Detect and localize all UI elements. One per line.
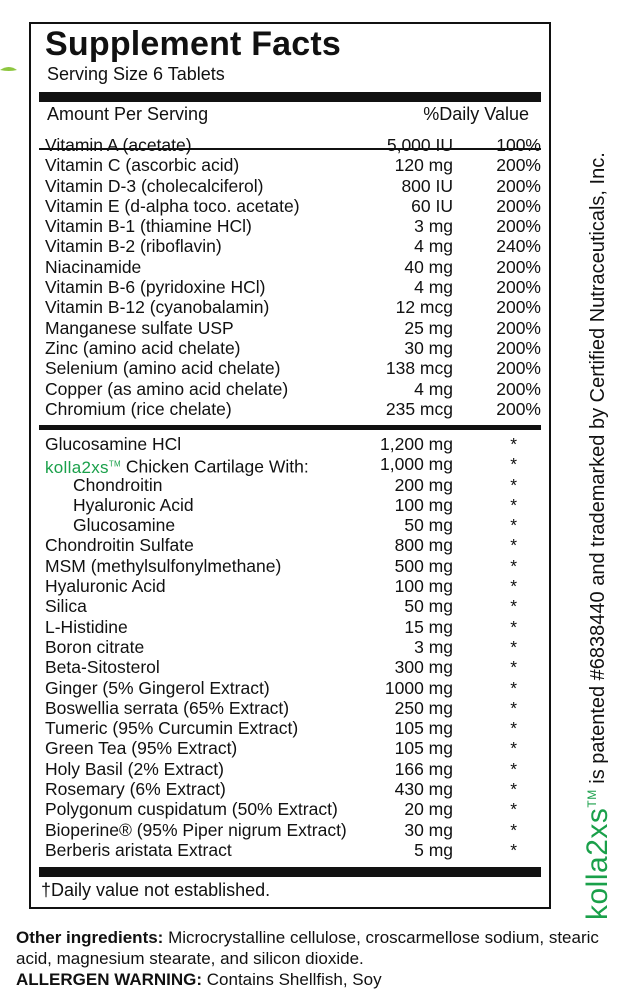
vitamin-daily-value: 200% <box>496 317 541 338</box>
ingredient-amount: 50 mg <box>404 596 453 617</box>
vitamin-daily-value: 240% <box>496 236 541 257</box>
vitamin-row <box>45 297 541 317</box>
vitamin-daily-value: 200% <box>496 297 541 318</box>
ingredient-daily-value: * <box>510 535 517 556</box>
ingredient-name: Beta-Sitosterol <box>45 657 160 678</box>
ingredient-name: Tumeric (95% Curcumin Extract) <box>45 718 299 739</box>
vitamin-amount: 800 IU <box>401 175 453 196</box>
ingredient-amount: 166 mg <box>394 758 453 779</box>
patent-text: is patented #6838440 and trademarked by Certified Nutraceuticals, Inc. <box>587 152 609 790</box>
daily-value-header: %Daily Value <box>423 104 529 124</box>
ingredient-daily-value: * <box>510 616 517 637</box>
other-ingredients-text: Microcrystalline cellulose, croscarmellose sodium, stearic acid, magnesium stearate, and silicon dioxide. <box>16 928 599 968</box>
ingredient-amount: 200 mg <box>394 474 453 495</box>
ingredient-row <box>45 779 541 799</box>
divider-medium <box>39 425 541 430</box>
ingredient-daily-value: * <box>510 434 517 454</box>
vitamin-name: Vitamin B-6 (pyridoxine HCl) <box>45 277 266 298</box>
ingredient-daily-value: * <box>510 494 517 515</box>
allergen-label: ALLERGEN WARNING: <box>16 970 203 989</box>
ingredient-row <box>45 637 541 657</box>
ingredient-name: Berberis aristata Extract <box>45 839 232 860</box>
vitamin-amount: 120 mg <box>394 155 453 176</box>
vitamin-daily-value: 200% <box>496 277 541 298</box>
amount-per-serving-header: Amount Per Serving <box>47 104 209 124</box>
ingredient-amount: 1000 mg <box>384 677 453 698</box>
vitamin-amount: 5,000 IU <box>386 135 453 155</box>
vitamin-amount: 3 mg <box>414 216 453 237</box>
vitamin-daily-value: 200% <box>496 256 541 277</box>
vitamin-row <box>45 338 541 358</box>
vitamin-amount: 4 mg <box>414 236 453 257</box>
ingredient-name: MSM (methylsulfonylmethane) <box>45 555 282 576</box>
vitamin-amount: 4 mg <box>414 277 453 298</box>
ingredient-row <box>45 718 541 738</box>
ingredient-amount: 15 mg <box>404 616 453 637</box>
vitamin-row <box>45 196 541 216</box>
ingredient-amount: 30 mg <box>404 819 453 840</box>
ingredient-name: Silica <box>45 596 87 617</box>
vitamin-amount: 30 mg <box>404 337 453 358</box>
ingredient-row <box>45 596 541 616</box>
ingredient-row <box>45 434 541 454</box>
ingredient-row <box>45 535 541 555</box>
vitamin-name: Manganese sulfate USP <box>45 317 234 338</box>
vitamin-row <box>45 277 541 297</box>
ingredient-row <box>45 698 541 718</box>
ingredient-name: L-Histidine <box>45 616 128 637</box>
ingredient-row <box>45 738 541 758</box>
ingredient-amount: 300 mg <box>394 657 453 678</box>
ingredient-name: kolla2xs™ Chicken Cartilage With: <box>45 456 309 477</box>
serving-size: Serving Size 6 Tablets <box>47 64 225 84</box>
vitamin-name: Vitamin E (d-alpha toco. acetate) <box>45 195 300 216</box>
vitamin-name: Selenium (amino acid chelate) <box>45 358 281 379</box>
ingredient-row <box>45 475 541 495</box>
ingredient-daily-value: * <box>510 515 517 536</box>
ingredient-row <box>45 617 541 637</box>
brand-logo-inline: kolla2xs™ <box>45 457 121 477</box>
ingredient-row <box>45 556 541 576</box>
vitamin-name: Vitamin B-12 (cyanobalamin) <box>45 297 270 318</box>
vitamin-amount: 138 mcg <box>385 358 453 379</box>
ingredient-name: Ginger (5% Gingerol Extract) <box>45 677 270 698</box>
vitamin-row <box>45 318 541 338</box>
vitamin-daily-value: 200% <box>496 378 541 399</box>
ingredient-daily-value: * <box>510 474 517 495</box>
ingredient-row <box>45 799 541 819</box>
ingredient-daily-value: * <box>510 657 517 678</box>
ingredient-name: Green Tea (95% Extract) <box>45 738 238 759</box>
vitamin-name: Vitamin A (acetate) <box>45 135 192 155</box>
ingredient-name: Boron citrate <box>45 636 145 657</box>
vitamin-name: Vitamin C (ascorbic acid) <box>45 155 240 176</box>
vitamin-name: Vitamin D-3 (cholecalciferol) <box>45 175 264 196</box>
ingredient-row <box>45 576 541 596</box>
ingredient-row <box>45 678 541 698</box>
ingredient-amount: 5 mg <box>414 839 453 860</box>
footnote: †Daily value not established. <box>41 880 271 900</box>
ingredient-row <box>45 657 541 677</box>
vitamin-row <box>45 216 541 236</box>
other-ingredients-label: Other ingredients: <box>16 928 164 947</box>
allergen-text: Contains Shellfish, Soy <box>202 970 382 989</box>
ingredient-row <box>45 454 541 477</box>
vitamin-name: Chromium (rice chelate) <box>45 398 232 419</box>
ingredient-daily-value: * <box>510 738 517 759</box>
ingredient-row <box>45 840 541 860</box>
vitamin-daily-value: 200% <box>496 337 541 358</box>
ingredient-daily-value: * <box>510 839 517 860</box>
ingredient-amount: 50 mg <box>404 515 453 536</box>
vitamin-row <box>45 257 541 277</box>
ingredient-amount: 20 mg <box>404 799 453 820</box>
vitamin-name: Zinc (amino acid chelate) <box>45 337 241 358</box>
ingredient-amount: 3 mg <box>414 636 453 657</box>
vitamin-amount: 235 mcg <box>385 398 453 419</box>
ingredient-amount: 500 mg <box>394 555 453 576</box>
ingredient-daily-value: * <box>510 758 517 779</box>
ingredient-row <box>45 759 541 779</box>
vitamin-daily-value: 200% <box>496 358 541 379</box>
ingredient-name: Chondroitin <box>73 474 163 495</box>
divider-thick <box>39 92 541 102</box>
vitamin-name: Niacinamide <box>45 256 142 277</box>
ingredient-amount: 105 mg <box>394 718 453 739</box>
ingredient-name: Glucosamine <box>73 515 176 536</box>
divider-thick-bottom <box>39 867 541 877</box>
vitamin-row <box>45 135 541 155</box>
ingredient-list <box>45 434 541 860</box>
ingredient-daily-value: * <box>510 819 517 840</box>
ingredient-name: Hyaluronic Acid <box>45 576 166 597</box>
ingredient-name: Hyaluronic Acid <box>73 494 194 515</box>
vitamin-name: Vitamin B-1 (thiamine HCl) <box>45 216 252 237</box>
ingredient-row <box>45 495 541 515</box>
vitamin-amount: 4 mg <box>414 378 453 399</box>
ingredient-amount: 1,000 mg <box>380 454 453 475</box>
vitamin-daily-value: 200% <box>496 398 541 419</box>
ingredient-name: Boswellia serrata (65% Extract) <box>45 697 290 718</box>
patent-notice <box>580 152 614 920</box>
ingredient-daily-value: * <box>510 697 517 718</box>
ingredient-daily-value: * <box>510 636 517 657</box>
ingredient-amount: 105 mg <box>394 738 453 759</box>
vitamin-daily-value: 200% <box>496 216 541 237</box>
panel-title: Supplement Facts <box>45 25 342 63</box>
brand-logo-side: kolla2xs™ <box>581 789 614 920</box>
ingredient-row <box>45 515 541 535</box>
vitamin-row <box>45 155 541 175</box>
ingredient-amount: 430 mg <box>394 779 453 800</box>
vitamin-amount: 25 mg <box>404 317 453 338</box>
ingredient-amount: 800 mg <box>394 535 453 556</box>
ingredient-daily-value: * <box>510 596 517 617</box>
leaf-icon <box>0 62 18 78</box>
vitamin-amount: 40 mg <box>404 256 453 277</box>
ingredient-amount: 250 mg <box>394 697 453 718</box>
ingredient-amount: 1,200 mg <box>380 434 453 454</box>
vitamin-daily-value: 200% <box>496 155 541 176</box>
ingredient-name: Glucosamine HCl <box>45 434 182 454</box>
vitamin-name: Vitamin B-2 (riboflavin) <box>45 236 222 257</box>
supplement-facts-panel <box>29 22 551 909</box>
ingredient-name: Holy Basil (2% Extract) <box>45 758 224 779</box>
vitamin-row <box>45 379 541 399</box>
ingredient-name: Bioperine® (95% Piper nigrum Extract) <box>45 819 347 840</box>
vitamin-row <box>45 399 541 419</box>
vitamin-row <box>45 358 541 378</box>
vitamin-daily-value: 200% <box>496 195 541 216</box>
ingredient-name: Polygonum cuspidatum (50% Extract) <box>45 799 338 820</box>
ingredient-name: Rosemary (6% Extract) <box>45 779 226 800</box>
vitamin-daily-value: 100% <box>496 135 541 155</box>
ingredient-daily-value: * <box>510 576 517 597</box>
ingredient-daily-value: * <box>510 799 517 820</box>
vitamin-amount: 60 IU <box>411 195 453 216</box>
ingredient-daily-value: * <box>510 718 517 739</box>
vitamin-row <box>45 176 541 196</box>
vitamin-name: Copper (as amino acid chelate) <box>45 378 289 399</box>
ingredient-row <box>45 820 541 840</box>
ingredient-daily-value: * <box>510 677 517 698</box>
ingredient-daily-value: * <box>510 454 517 475</box>
ingredient-daily-value: * <box>510 779 517 800</box>
ingredient-amount: 100 mg <box>394 494 453 515</box>
vitamin-list <box>45 135 541 419</box>
vitamin-daily-value: 200% <box>496 175 541 196</box>
ingredient-name: Chondroitin Sulfate <box>45 535 194 556</box>
other-ingredients-block <box>16 927 616 990</box>
vitamin-amount: 12 mcg <box>395 297 453 318</box>
ingredient-amount: 100 mg <box>394 576 453 597</box>
vitamin-row <box>45 236 541 256</box>
ingredient-daily-value: * <box>510 555 517 576</box>
